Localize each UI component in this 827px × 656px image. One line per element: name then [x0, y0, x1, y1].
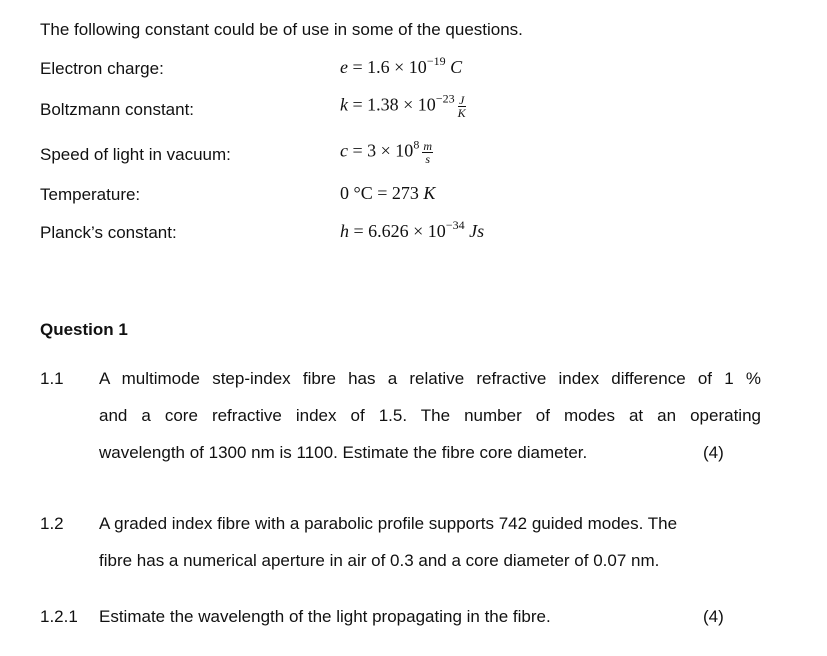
question-1-2-text: A graded index fibre with a parabolic profile supports 742 guided modes. The fibre has a numerical aperture in air of 0.3 and a core diameter of 0.07 nm.: [99, 514, 678, 570]
constant-label-planck: Planck’s constant:: [40, 223, 177, 242]
intro-text: The following constant could be of use in some of the questions.: [40, 20, 523, 39]
question-number-1-2: 1.2: [40, 514, 64, 533]
marks-1-1: (4): [703, 443, 724, 462]
constant-value-planck: $h = 6.626 \times 10^{-34}$ Js: [340, 218, 485, 241]
question-number-1-1: 1.1: [40, 369, 64, 388]
question-title: Question 1: [40, 320, 128, 339]
constant-label-boltzmann: Boltzmann constant:: [40, 100, 195, 119]
constant-value-speed-of-light: $c = 3 \times 10^8$ $\frac{m}{s}$: [340, 137, 432, 166]
constant-value-electron-charge: $e = 1.6 \times 10^{-19}$ C: [340, 54, 463, 77]
constant-label-temperature: Temperature:: [40, 185, 141, 204]
marks-1-2-1: (4): [703, 607, 724, 626]
constant-label-electron-charge: Electron charge:: [40, 59, 164, 78]
question-number-1-2-1: 1.2.1: [40, 607, 78, 626]
constant-label-speed-of-light: Speed of light in vacuum:: [40, 145, 231, 164]
constant-value-temperature: 0 °C = 273 K: [340, 183, 436, 203]
question-1-1-text: A multimode step-index fibre has a relative refractive index difference of 1 % and a core refractive index of 1.5. The number of modes at an operating wavelength of 1300 nm is 1100. Estimate the fibre core diameter.: [99, 369, 761, 462]
question-1-2-1-text: Estimate the wavelength of the light propagating in the fibre.: [99, 607, 551, 626]
constant-value-boltzmann: $k = 1.38 \times 10^{-23}$ $\frac{J}{K}$: [340, 91, 466, 120]
